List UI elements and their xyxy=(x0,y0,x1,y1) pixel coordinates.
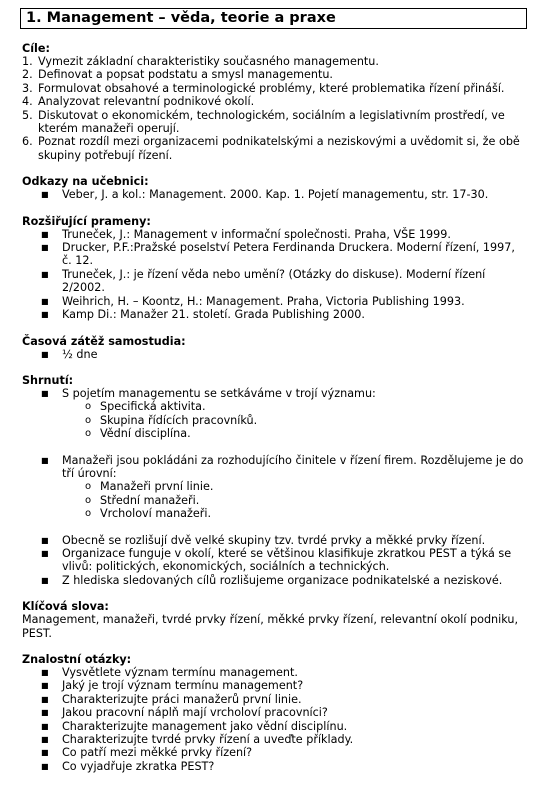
question-text: Vysvětlete význam termínu management. xyxy=(62,666,298,679)
goal-number: 5. xyxy=(22,108,33,122)
question-text: Co vyjadřuje zkratka PEST? xyxy=(62,759,215,773)
circle-bullet-icon: o xyxy=(85,414,92,426)
summary-subitem xyxy=(22,507,524,520)
circle-bullet-icon: o xyxy=(85,428,92,440)
goal-number: 6. xyxy=(22,135,33,149)
question-item xyxy=(22,679,524,692)
source-text: Truneček, J.: je řízení věda nebo umění? (Otázky do diskuse). Moderní řízení xyxy=(62,267,486,281)
time-text: ½ dne xyxy=(62,347,98,361)
summary-subitem xyxy=(22,414,524,427)
circle-bullet-icon: o xyxy=(85,508,92,520)
square-bullet-icon: ■ xyxy=(41,735,49,745)
summary-item xyxy=(22,574,524,587)
square-bullet-icon: ■ xyxy=(41,388,49,398)
questions-heading: Znalostní otázky: xyxy=(22,653,132,666)
goal-text: Analyzovat relevantní podnikové okolí. xyxy=(38,95,255,109)
question-item xyxy=(22,666,524,679)
sources-heading: Rozšiřující prameny: xyxy=(22,214,151,228)
question-item xyxy=(22,760,524,773)
goal-item xyxy=(22,82,524,95)
question-item xyxy=(22,746,524,759)
question-text: Charakterizujte management jako vědní disciplínu. xyxy=(62,719,348,733)
summary-item xyxy=(22,454,524,481)
square-bullet-icon: ■ xyxy=(41,296,49,306)
source-item xyxy=(22,228,524,241)
keywords-text: Management, manažeři, tvrdé prvky řízení, měkké prvky řízení, relevantní okolí podniku, xyxy=(22,613,519,627)
square-bullet-icon: ■ xyxy=(41,349,49,359)
question-item xyxy=(22,720,524,733)
document-content xyxy=(22,42,524,773)
source-text: Weihrich, H. – Koontz, H.: Management. Praha, Victoria Publishing 1993. xyxy=(62,294,465,308)
circle-bullet-icon: o xyxy=(85,481,92,493)
goal-text: Vymezit základní charakteristiky současného managementu. xyxy=(38,55,379,68)
goal-number: 1. xyxy=(22,55,33,68)
square-bullet-icon: ■ xyxy=(41,190,49,200)
source-text: Truneček, J.: Management v informační společnosti. Praha, VŠE 1999. xyxy=(62,227,451,241)
question-text: Charakterizujte tvrdé prvky řízení a uveďte příklady. xyxy=(62,733,354,747)
summary-subitem-text: Specifická aktivita. xyxy=(100,400,206,414)
square-bullet-icon: ■ xyxy=(41,761,49,771)
source-item xyxy=(22,268,524,295)
goal-text-line: Poznat rozdíl mezi organizacemi podnikatelskými a neziskovými a uvědomit si, že obě xyxy=(38,135,520,149)
textbook-item xyxy=(22,188,524,201)
goal-text-line: kterém manažeři operují. xyxy=(38,122,180,136)
goal-text-line: skupiny potřebují řízení. xyxy=(38,148,173,162)
summary-subitem-text: Skupina řídících pracovníků. xyxy=(100,413,258,427)
square-bullet-icon: ■ xyxy=(41,455,49,465)
goal-number: 3. xyxy=(22,81,33,95)
circle-bullet-icon: o xyxy=(85,401,92,413)
source-item xyxy=(22,308,524,321)
time-item xyxy=(22,348,524,361)
summary-text: Z hlediska sledovaných cílů rozlišujeme organizace podnikatelské a neziskové. xyxy=(62,573,503,587)
question-text: Charakterizujte práci manažerů první linie. xyxy=(62,692,302,706)
square-bullet-icon: ■ xyxy=(41,575,49,585)
goal-item xyxy=(22,55,524,68)
circle-bullet-icon: o xyxy=(85,494,92,506)
keywords-text-line: PEST. xyxy=(22,626,52,640)
summary-subitem-text: Vrcholoví manažeři. xyxy=(100,507,212,521)
keywords-heading: Klíčová slova: xyxy=(22,600,109,614)
summary-subitem xyxy=(22,494,524,507)
question-item xyxy=(22,706,524,719)
page-title: 1. Management – věda, teorie a praxe xyxy=(26,10,336,26)
square-bullet-icon: ■ xyxy=(41,694,49,704)
summary-subitem-text: Manažeři první linie. xyxy=(100,480,214,494)
summary-subitem xyxy=(22,400,524,413)
square-bullet-icon: ■ xyxy=(41,681,49,691)
goal-text-line: Diskutovat o ekonomickém, technologickém, sociálním a legislativním prostředí, ve xyxy=(38,108,505,122)
question-item xyxy=(22,733,524,746)
textbook-text: Veber, J. a kol.: Management. 2000. Kap. 1. Pojetí managementu, str. 17-30. xyxy=(62,188,489,202)
summary-text-line: vlivů: politických, ekonomických, sociálních a technických. xyxy=(62,560,390,574)
square-bullet-icon: ■ xyxy=(41,243,49,253)
question-item xyxy=(22,693,524,706)
square-bullet-icon: ■ xyxy=(41,748,49,758)
summary-heading: Shrnutí: xyxy=(22,373,74,387)
source-item xyxy=(22,241,524,268)
title-box xyxy=(20,8,527,29)
square-bullet-icon: ■ xyxy=(41,721,49,731)
summary-text: Organizace funguje v okolí, které se většinou klasifikuje zkratkou PEST a týká se xyxy=(62,546,512,560)
summary-text: S pojetím managementu se setkáváme v trojí významu: xyxy=(62,386,376,400)
square-bullet-icon: ■ xyxy=(41,708,49,718)
source-text-line: 2/2002. xyxy=(62,281,105,295)
question-text: Jaký je trojí význam termínu management? xyxy=(62,679,304,693)
goals-heading: Cíle: xyxy=(22,42,50,55)
goal-item xyxy=(22,95,524,108)
square-bullet-icon: ■ xyxy=(41,548,49,558)
goal-number: 2. xyxy=(22,68,33,82)
summary-item xyxy=(22,547,524,574)
source-item xyxy=(22,295,524,308)
summary-subitem xyxy=(22,427,524,440)
goal-item xyxy=(22,68,524,81)
summary-item xyxy=(22,534,524,547)
source-text: Kamp Di.: Manažer 21. století. Grada Publishing 2000. xyxy=(62,308,365,322)
square-bullet-icon: ■ xyxy=(41,668,49,677)
summary-subitem-text: Střední manažeři. xyxy=(100,493,200,507)
square-bullet-icon: ■ xyxy=(41,229,49,239)
square-bullet-icon: ■ xyxy=(41,269,49,279)
summary-item xyxy=(22,387,524,400)
question-text: Jakou pracovní náplň mají vrcholoví pracovníci? xyxy=(62,706,328,720)
time-heading: Časová zátěž samostudia: xyxy=(22,334,186,348)
summary-text-line: tří úrovní: xyxy=(62,466,117,480)
summary-subitem-text: Vědní disciplína. xyxy=(100,427,191,441)
summary-subitem xyxy=(22,480,524,493)
question-text: Co patří mezi měkké prvky řízení? xyxy=(62,746,253,760)
source-text-line: č. 12. xyxy=(62,254,94,268)
goal-number: 4. xyxy=(22,95,33,109)
goal-item xyxy=(22,109,524,136)
square-bullet-icon: ■ xyxy=(41,310,49,320)
goal-text: Definovat a popsat podstatu a smysl managementu. xyxy=(38,68,333,82)
square-bullet-icon: ■ xyxy=(41,535,49,545)
goal-text: Formulovat obsahové a terminologické problémy, které problematika řízení přináší. xyxy=(38,81,505,95)
textbook-heading: Odkazy na učebnici: xyxy=(22,175,149,189)
summary-text: Manažeři jsou pokládáni za rozhodujícího činitele v řízení firem. Rozdělujeme je do xyxy=(62,453,524,467)
summary-text: Obecně se rozlišují dvě velké skupiny tzv. tvrdé prvky a měkké prvky řízení. xyxy=(62,533,486,547)
source-text: Drucker, P.F.:Pražské poselství Petera Ferdinanda Druckera. Moderní řízení, 1997, xyxy=(62,241,515,255)
goal-item xyxy=(22,135,524,162)
